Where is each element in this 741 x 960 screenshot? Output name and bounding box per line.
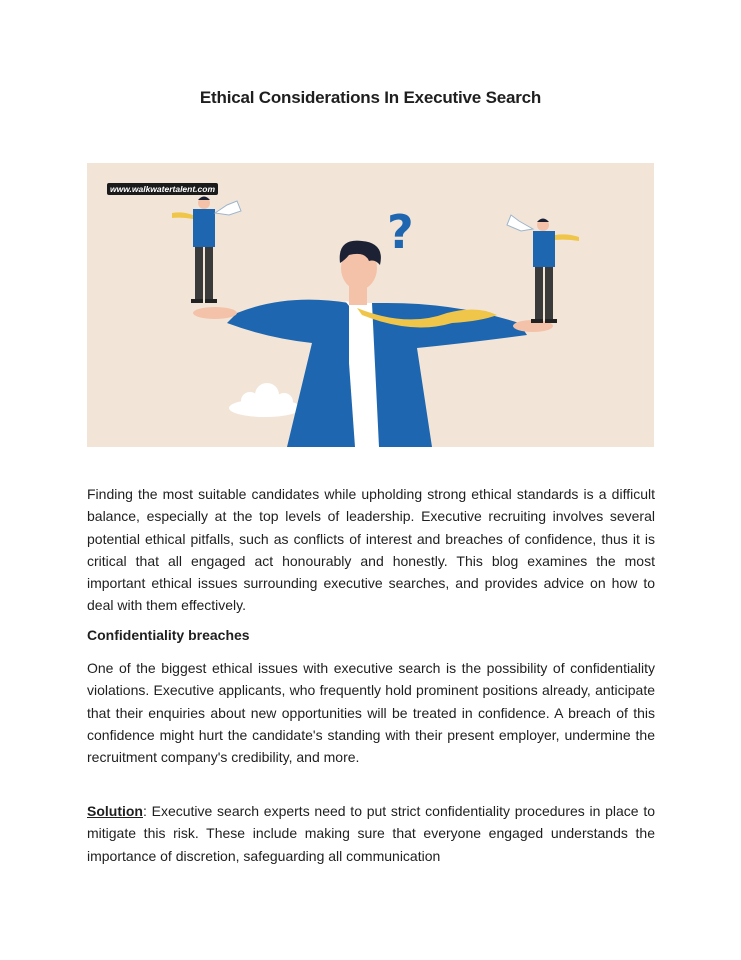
section-heading: Confidentiality breaches xyxy=(87,627,250,643)
illustration xyxy=(87,163,654,447)
right-candidate xyxy=(507,215,579,323)
left-candidate xyxy=(172,197,241,304)
document-title: Ethical Considerations In Executive Search xyxy=(199,88,542,107)
watermark-url: www.walkwatertalent.com xyxy=(107,183,218,195)
solution-label: Solution xyxy=(87,803,143,819)
executive-choice-illustration xyxy=(87,163,654,447)
solution-text: : Executive search experts need to put strict confidentiality procedures in place to mitigate this risk. These include making sure that everyone engaged understands the importance of discretion, safeguarding all communication xyxy=(87,803,655,864)
confidentiality-paragraph: One of the biggest ethical issues with executive search is the possibility of confidentiality violations. Executive applicants, who frequently hold prominent positions already, anticipate that their enquiries about new opportunities will be treated in confidence. A breach of this confidence might hurt the candidate's standing with their present employer, undermine the recruitment company's credibility, and more. xyxy=(87,660,655,766)
cloud xyxy=(229,383,301,417)
solution-paragraph xyxy=(87,800,655,867)
intro-paragraph: Finding the most suitable candidates while upholding strong ethical standards is a difficult balance, especially at the top levels of leadership. Executive recruiting involves several potential ethical pitfalls, such as conflicts of interest and breaches of confidence, thus it is critical that all engaged act honourably and honestly. This blog examines the most important ethical issues surrounding executive searches, and provides advice on how to deal with them effectively. xyxy=(87,486,655,614)
question-mark-icon: ? xyxy=(387,205,414,259)
central-executive xyxy=(193,241,553,447)
